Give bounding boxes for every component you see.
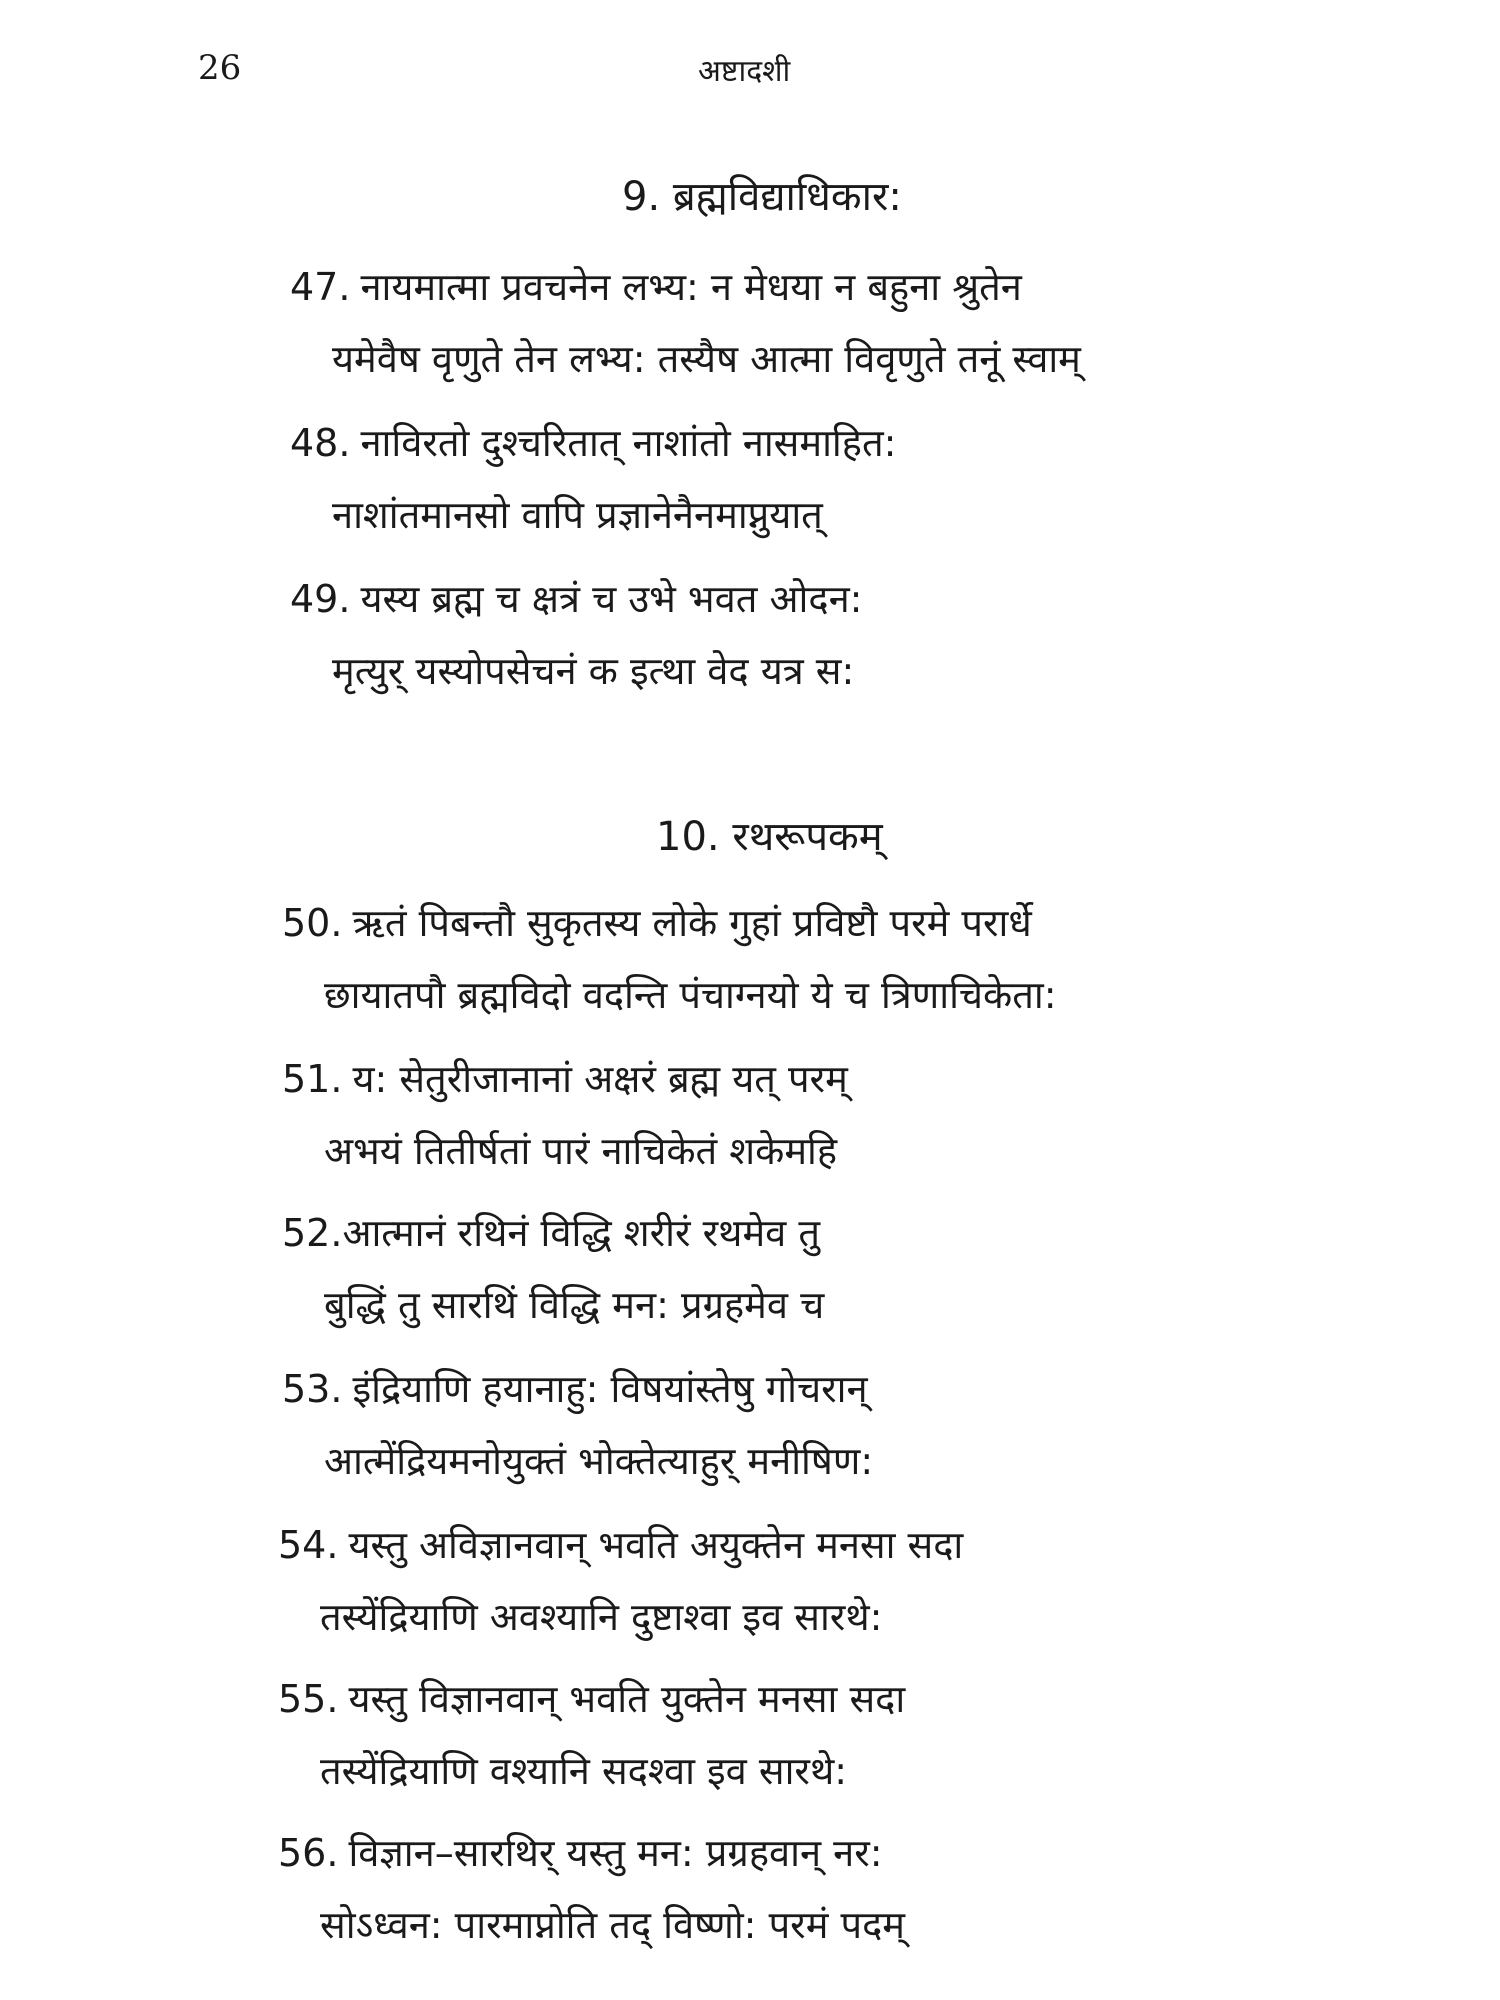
verse-54	[278, 1520, 963, 1642]
verse-48	[290, 418, 896, 540]
verse-47	[290, 262, 1081, 384]
verse-number: 50.	[282, 901, 343, 945]
verse-text: य: सेतुरीजानानां अक्षरं ब्रह्म यत् परम्	[352, 1057, 848, 1101]
verse-52	[282, 1208, 824, 1330]
verse-line	[278, 1674, 905, 1724]
verse-number: 49.	[290, 577, 351, 621]
verse-text: नाविरतो दुश्चरितात् नाशांतो नासमाहित:	[360, 421, 897, 465]
verse-line: तस्येंद्रियाणि अवश्यानि दुष्टाश्वा इव सारथे:	[320, 1595, 883, 1639]
verse-line: सोऽध्वन: पारमाप्नोति तद् विष्णो: परमं पदम्	[320, 1903, 905, 1947]
verse-line	[282, 1208, 824, 1258]
verse-text: इंद्रियाणि हयानाहु: विषयांस्तेषु गोचरान्	[352, 1367, 868, 1411]
verse-line: अभयं तितीर्षतां पारं नाचिकेतं शकेमहि	[324, 1129, 838, 1173]
verse-line	[278, 1520, 963, 1570]
verse-number: 47.	[290, 265, 351, 309]
verse-number: 56.	[278, 1831, 339, 1875]
verse-line: बुद्धिं तु सारथिं विद्धि मन: प्रग्रहमेव च	[324, 1283, 825, 1327]
verse-51	[282, 1054, 848, 1176]
verse-line: मृत्युर् यस्योपसेचनं क इत्था वेद यत्र स:	[332, 649, 855, 693]
verse-line: यमेवैष वृणुते तेन लभ्य: तस्यैष आत्मा विवृणुते तनूं स्वाम्	[332, 337, 1081, 381]
verse-53	[282, 1364, 873, 1486]
running-title: अष्टादशी	[698, 54, 791, 89]
verse-50	[282, 898, 1057, 1020]
verse-line	[290, 418, 896, 468]
section-heading: 10. रथरूपकम्	[656, 814, 883, 860]
verse-line	[290, 262, 1081, 312]
verse-55	[278, 1674, 905, 1796]
verse-line: छायातपौ ब्रह्मविदो वदन्ति पंचाग्नयो ये च त्रिणाचिकेता:	[324, 973, 1057, 1017]
verse-line: आत्मेंद्रियमनोयुक्तं भोक्तेत्याहुर् मनीषिण:	[324, 1439, 874, 1483]
verse-number: 53.	[282, 1367, 343, 1411]
verse-text: ऋतं पिबन्तौ सुकृतस्य लोके गुहां प्रविष्टौ परमे परार्धे	[352, 901, 1032, 945]
verse-number: 48.	[290, 421, 351, 465]
verse-line: नाशांतमानसो वापि प्रज्ञानेनैनमाप्नुयात्	[332, 493, 823, 537]
verse-number: 52.	[282, 1211, 343, 1255]
verse-text: यस्य ब्रह्म च क्षत्रं च उभे भवत ओदन:	[360, 577, 863, 621]
verse-number: 55.	[278, 1677, 339, 1721]
verse-line: तस्येंद्रियाणि वश्यानि सदश्वा इव सारथे:	[320, 1749, 848, 1793]
page-number: 26	[198, 48, 242, 88]
verse-line	[290, 574, 862, 624]
verse-text: यस्तु अविज्ञानवान् भवति अयुक्तेन मनसा सदा	[348, 1523, 964, 1567]
verse-number: 51.	[282, 1057, 343, 1101]
verse-line	[278, 1828, 905, 1878]
verse-line	[282, 898, 1057, 948]
verse-line	[282, 1364, 873, 1414]
verse-line	[282, 1054, 848, 1104]
verse-56	[278, 1828, 905, 1950]
section-heading: 9. ब्रह्मविद्याधिकार:	[622, 174, 902, 220]
verse-49	[290, 574, 862, 696]
verse-text: विज्ञान–सारथिर् यस्तु मन: प्रग्रहवान् नर:	[348, 1831, 883, 1875]
verse-text: आत्मानं रथिनं विद्धि शरीरं रथमेव तु	[342, 1211, 821, 1255]
verse-text: नायमात्मा प्रवचनेन लभ्य: न मेधया न बहुना श्रुतेन	[360, 265, 1022, 309]
verse-text: यस्तु विज्ञानवान् भवति युक्तेन मनसा सदा	[348, 1677, 906, 1721]
verse-number: 54.	[278, 1523, 339, 1567]
